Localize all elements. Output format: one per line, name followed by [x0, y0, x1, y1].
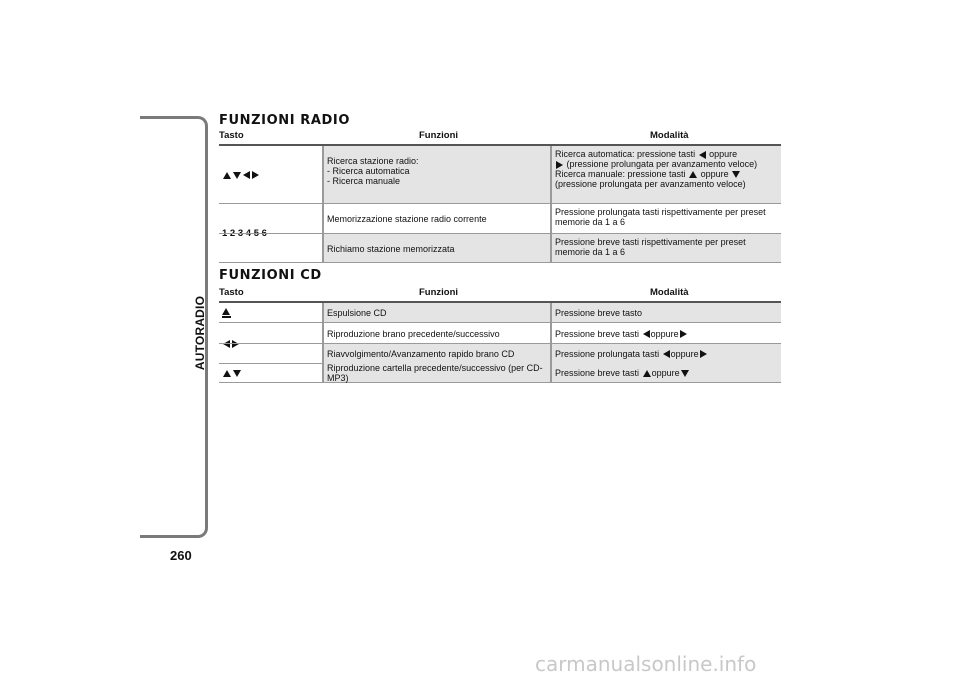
key-eject-cell	[219, 303, 322, 322]
radio-table-header	[219, 128, 781, 146]
table-row	[219, 234, 781, 263]
radio-table	[219, 128, 781, 262]
section-side-label: AUTORADIO	[193, 295, 207, 371]
mode-cell	[550, 323, 781, 343]
up-arrow-icon	[643, 370, 651, 377]
mode-cell: Pressione breve tasti rispettivamente per preset memorie da 1 a 6	[550, 234, 781, 262]
mode-text: oppure	[651, 368, 680, 378]
mode-cell: Pressione breve tasto	[550, 303, 781, 322]
track-rows-group	[219, 323, 781, 363]
down-arrow-icon	[233, 370, 241, 377]
key-updown-cell	[219, 363, 322, 382]
mode-text: oppure	[650, 328, 679, 339]
header-funzioni: Funzioni	[419, 130, 459, 141]
preset-rows-group	[219, 204, 781, 262]
cd-section-title: FUNZIONI CD	[219, 268, 322, 283]
mode-cell	[550, 344, 781, 363]
right-arrow-icon	[556, 161, 563, 169]
down-arrow-icon	[681, 370, 689, 377]
right-arrow-icon	[700, 350, 707, 358]
mode-text: Pressione prolungata tasti	[555, 349, 660, 359]
header-tasto: Tasto	[219, 287, 244, 298]
watermark-text: carmanualsonline.info	[535, 652, 757, 676]
function-cell: Riproduzione cartella precedente/successivo (per CD-MP3)	[322, 363, 550, 382]
mode-cell	[550, 146, 781, 203]
down-arrow-icon	[233, 172, 241, 179]
function-cell: Espulsione CD	[322, 303, 550, 322]
mode-cell	[550, 363, 781, 382]
table-row	[219, 204, 781, 234]
mode-text: oppure	[709, 149, 738, 159]
header-modalita: Modalità	[650, 287, 689, 298]
mode-text: Ricerca manuale: pressione tasti	[555, 169, 686, 179]
up-arrow-icon	[223, 370, 231, 377]
header-modalita: Modalità	[650, 130, 689, 141]
right-arrow-icon	[252, 171, 259, 179]
mode-text: Pressione breve tasti	[555, 368, 640, 378]
up-arrow-icon	[223, 172, 231, 179]
table-row	[219, 363, 781, 383]
mode-text: Pressione breve tasti	[555, 328, 640, 339]
mode-cell: Pressione prolungata tasti rispettivamente per preset memorie da 1 a 6	[550, 204, 781, 233]
header-tasto: Tasto	[219, 130, 244, 141]
eject-icon	[222, 308, 231, 318]
key-arrows-cell	[219, 146, 322, 203]
cd-table	[219, 285, 781, 383]
function-cell: Richiamo stazione memorizzata	[322, 234, 550, 262]
right-arrow-icon	[680, 330, 687, 338]
down-arrow-icon	[732, 171, 740, 178]
function-cell: Riavvolgimento/Avanzamento rapido brano CD	[322, 344, 550, 363]
page-number: 260	[170, 548, 192, 563]
left-arrow-icon	[643, 330, 650, 338]
cd-table-header	[219, 285, 781, 303]
table-row	[219, 323, 781, 344]
up-arrow-icon	[689, 171, 697, 178]
table-row	[219, 303, 781, 323]
function-text: Ricerca stazione radio: - Ricerca automatica - Ricerca manuale	[327, 156, 419, 186]
mode-text: oppure	[670, 349, 699, 359]
mode-text: Ricerca automatica: pressione tasti	[555, 149, 696, 159]
function-cell: Riproduzione brano precedente/successivo	[322, 323, 550, 343]
mode-text: (pressione prolungata per avanzamento veloce)	[555, 179, 746, 189]
left-arrow-icon	[243, 171, 250, 179]
left-arrow-icon	[663, 350, 670, 358]
function-cell	[322, 146, 550, 203]
table-row	[219, 146, 781, 204]
left-arrow-icon	[699, 151, 706, 159]
table-row	[219, 344, 781, 364]
radio-section-title: FUNZIONI RADIO	[219, 113, 351, 128]
mode-text: (pressione prolungata per avanzamento veloce)	[566, 159, 758, 169]
function-cell: Memorizzazione stazione radio corrente	[322, 204, 550, 233]
mode-text: oppure	[700, 169, 729, 179]
header-funzioni: Funzioni	[419, 287, 459, 298]
key-numbers-cell: 1 2 3 4 5 6	[222, 227, 267, 239]
